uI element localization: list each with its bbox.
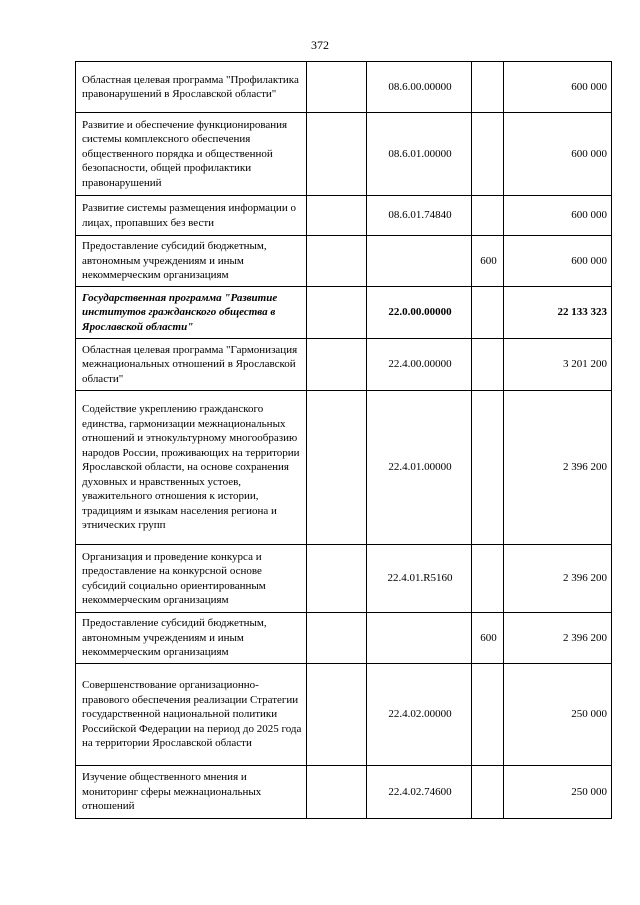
target-code-cell: 22.4.00.00000 — [367, 339, 472, 391]
amount-cell: 3 201 200 — [504, 339, 612, 391]
amount-cell: 600 000 — [504, 196, 612, 236]
expense-type-cell — [472, 62, 504, 113]
amount-cell: 2 396 200 — [504, 545, 612, 613]
empty-cell — [307, 196, 367, 236]
expense-type-cell — [472, 766, 504, 819]
expense-type-cell — [472, 113, 504, 196]
page-number: 372 — [311, 38, 329, 52]
table-row — [76, 613, 612, 664]
expense-type-cell: 600 — [472, 236, 504, 287]
table-row — [76, 236, 612, 287]
table-row — [76, 766, 612, 819]
expense-type-cell — [472, 287, 504, 339]
empty-cell — [307, 766, 367, 819]
amount-cell: 2 396 200 — [504, 613, 612, 664]
program-name-cell: Развитие и обеспечение функционирования системы комплексного обеспечения общественного порядка и общественной безопасности, общей профилактики правонарушений — [76, 113, 307, 196]
table-row — [76, 664, 612, 766]
program-name-cell: Областная целевая программа "Профилактика правонарушений в Ярославской области" — [76, 62, 307, 113]
table-row — [76, 287, 612, 339]
program-name-cell: Областная целевая программа "Гармонизация межнациональных отношений в Ярославской области" — [76, 339, 307, 391]
target-code-cell: 08.6.00.00000 — [367, 62, 472, 113]
target-code-cell: 22.4.01.R5160 — [367, 545, 472, 613]
target-code-cell — [367, 613, 472, 664]
empty-cell — [307, 391, 367, 545]
target-code-cell — [367, 236, 472, 287]
expense-type-cell — [472, 391, 504, 545]
target-code-cell: 22.4.02.00000 — [367, 664, 472, 766]
table-row — [76, 196, 612, 236]
program-name-cell: Предоставление субсидий бюджетным, автономным учреждениям и иным некоммерческим организациям — [76, 613, 307, 664]
amount-cell: 600 000 — [504, 236, 612, 287]
empty-cell — [307, 236, 367, 287]
table-row — [76, 391, 612, 545]
empty-cell — [307, 664, 367, 766]
table-row — [76, 113, 612, 196]
empty-cell — [307, 613, 367, 664]
target-code-cell: 08.6.01.00000 — [367, 113, 472, 196]
expense-type-cell — [472, 664, 504, 766]
program-name-cell: Организация и проведение конкурса и предоставление на конкурсной основе субсидий социально ориентированным некоммерческим организациям — [76, 545, 307, 613]
empty-cell — [307, 113, 367, 196]
target-code-cell: 22.4.02.74600 — [367, 766, 472, 819]
expense-type-cell — [472, 545, 504, 613]
table-row — [76, 545, 612, 613]
program-name-cell: Предоставление субсидий бюджетным, автономным учреждениям и иным некоммерческим организациям — [76, 236, 307, 287]
program-name-cell: Содействие укреплению гражданского единства, гармонизации межнациональных отношений и этнокультурному многообразию народов России, проживающих на территории Ярославской области, на основе сохранения духовных и нравственных устоев, уважительного отношения к истории, традициям и языкам населения региона и этнических групп — [76, 391, 307, 545]
amount-cell: 600 000 — [504, 62, 612, 113]
budget-table — [75, 61, 612, 819]
amount-cell: 22 133 323 — [504, 287, 612, 339]
empty-cell — [307, 545, 367, 613]
table-row — [76, 62, 612, 113]
expense-type-cell — [472, 339, 504, 391]
expense-type-cell — [472, 196, 504, 236]
empty-cell — [307, 62, 367, 113]
target-code-cell: 08.6.01.74840 — [367, 196, 472, 236]
program-name-cell: Развитие системы размещения информации о лицах, пропавших без вести — [76, 196, 307, 236]
amount-cell: 250 000 — [504, 664, 612, 766]
program-name-cell: Совершенствование организационно-правового обеспечения реализации Стратегии государственной национальной политики Российской Федерации на период до 2025 года на территории Ярославской области — [76, 664, 307, 766]
empty-cell — [307, 339, 367, 391]
amount-cell: 2 396 200 — [504, 391, 612, 545]
program-name-cell: Государственная программа "Развитие институтов гражданского общества в Ярославской области" — [76, 287, 307, 339]
target-code-cell: 22.0.00.00000 — [367, 287, 472, 339]
target-code-cell: 22.4.01.00000 — [367, 391, 472, 545]
amount-cell: 250 000 — [504, 766, 612, 819]
empty-cell — [307, 287, 367, 339]
program-name-cell: Изучение общественного мнения и мониторинг сферы межнациональных отношений — [76, 766, 307, 819]
amount-cell: 600 000 — [504, 113, 612, 196]
table-row — [76, 339, 612, 391]
expense-type-cell: 600 — [472, 613, 504, 664]
